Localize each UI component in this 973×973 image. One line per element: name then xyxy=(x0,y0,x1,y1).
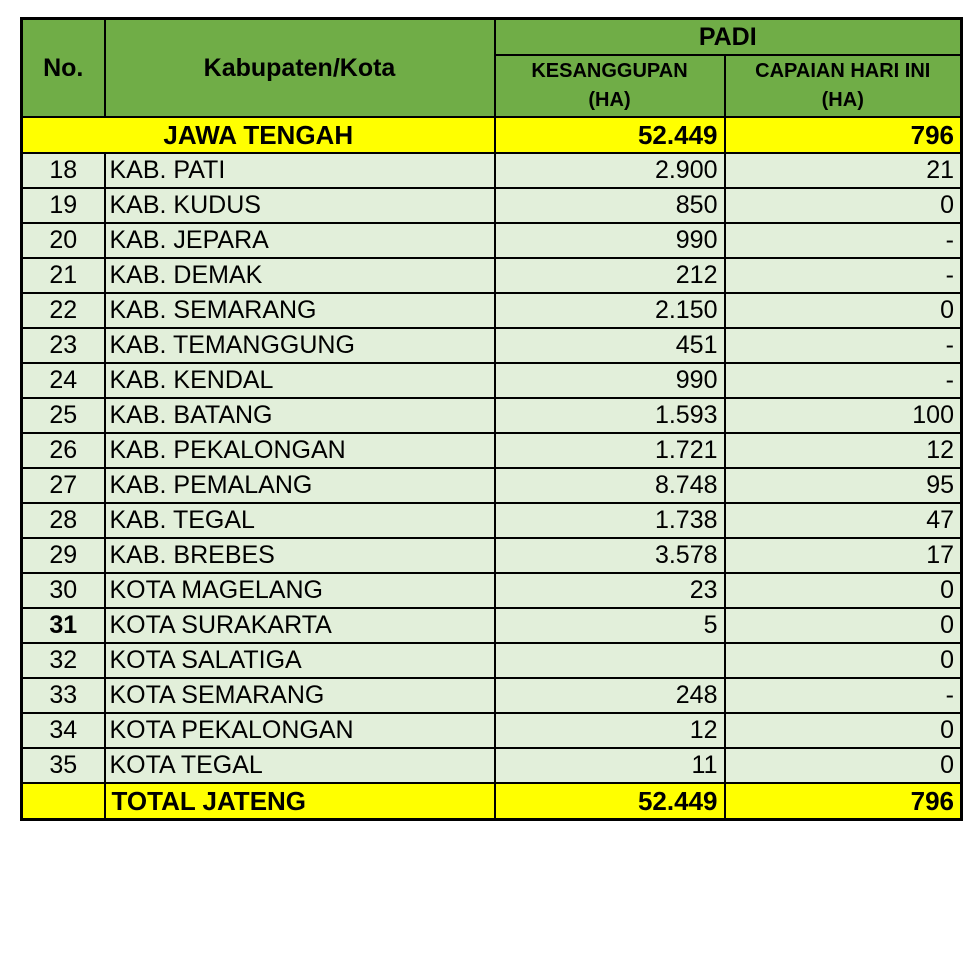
row-kesanggupan: 2.900 xyxy=(495,153,725,188)
row-no: 20 xyxy=(22,223,105,258)
row-kesanggupan: 11 xyxy=(495,748,725,783)
row-capaian: 47 xyxy=(725,503,962,538)
row-capaian: 21 xyxy=(725,153,962,188)
row-capaian: 0 xyxy=(725,713,962,748)
table-row xyxy=(22,678,962,713)
row-name: KAB. PEMALANG xyxy=(105,468,495,503)
header-kesanggupan-line2: (HA) xyxy=(588,89,631,111)
header-kesanggupan xyxy=(495,55,725,117)
row-no: 31 xyxy=(22,608,105,643)
header-kabupaten-kota: Kabupaten/Kota xyxy=(105,19,495,118)
padi-table xyxy=(20,17,963,821)
row-name: KAB. JEPARA xyxy=(105,223,495,258)
row-no: 28 xyxy=(22,503,105,538)
table-row xyxy=(22,433,962,468)
table-row xyxy=(22,643,962,678)
row-no: 33 xyxy=(22,678,105,713)
row-capaian: 95 xyxy=(725,468,962,503)
province-capaian: 796 xyxy=(725,117,962,153)
row-kesanggupan: 1.721 xyxy=(495,433,725,468)
row-name: KOTA PEKALONGAN xyxy=(105,713,495,748)
row-name: KAB. DEMAK xyxy=(105,258,495,293)
row-kesanggupan: 1.593 xyxy=(495,398,725,433)
table-row xyxy=(22,223,962,258)
row-no: 30 xyxy=(22,573,105,608)
row-kesanggupan: 990 xyxy=(495,363,725,398)
row-name: KAB. PEKALONGAN xyxy=(105,433,495,468)
row-name: KAB. KUDUS xyxy=(105,188,495,223)
row-capaian: 0 xyxy=(725,188,962,223)
row-no: 32 xyxy=(22,643,105,678)
row-capaian: 0 xyxy=(725,643,962,678)
row-capaian: 12 xyxy=(725,433,962,468)
row-name: KAB. KENDAL xyxy=(105,363,495,398)
table-row xyxy=(22,188,962,223)
row-name: KAB. TEGAL xyxy=(105,503,495,538)
header-padi-group: PADI xyxy=(495,19,962,56)
table-row xyxy=(22,363,962,398)
header-kesanggupan-line1: KESANGGUPAN xyxy=(531,60,688,82)
table-row xyxy=(22,573,962,608)
province-row xyxy=(22,117,962,153)
table-row xyxy=(22,293,962,328)
row-name: KOTA TEGAL xyxy=(105,748,495,783)
row-name: KAB. SEMARANG xyxy=(105,293,495,328)
row-name: KAB. BREBES xyxy=(105,538,495,573)
row-kesanggupan: 451 xyxy=(495,328,725,363)
row-kesanggupan: 212 xyxy=(495,258,725,293)
row-name: KAB. BATANG xyxy=(105,398,495,433)
row-no: 26 xyxy=(22,433,105,468)
header-capaian-line2: (HA) xyxy=(821,89,864,111)
row-kesanggupan: 8.748 xyxy=(495,468,725,503)
row-capaian: - xyxy=(725,363,962,398)
table-row xyxy=(22,608,962,643)
total-row xyxy=(22,783,962,820)
row-name: KOTA MAGELANG xyxy=(105,573,495,608)
table-row xyxy=(22,398,962,433)
row-no: 25 xyxy=(22,398,105,433)
row-no: 27 xyxy=(22,468,105,503)
row-capaian: 17 xyxy=(725,538,962,573)
row-name: KAB. PATI xyxy=(105,153,495,188)
table-row xyxy=(22,538,962,573)
header-capaian-line1: CAPAIAN HARI INI xyxy=(755,60,931,82)
row-no: 24 xyxy=(22,363,105,398)
header-capaian xyxy=(725,55,962,117)
row-kesanggupan: 23 xyxy=(495,573,725,608)
total-name: TOTAL JATENG xyxy=(105,783,495,820)
row-capaian: - xyxy=(725,223,962,258)
row-capaian: - xyxy=(725,328,962,363)
table-row xyxy=(22,748,962,783)
total-capaian: 796 xyxy=(725,783,962,820)
row-kesanggupan: 3.578 xyxy=(495,538,725,573)
row-name: KOTA SALATIGA xyxy=(105,643,495,678)
province-name: JAWA TENGAH xyxy=(22,117,495,153)
row-name: KAB. TEMANGGUNG xyxy=(105,328,495,363)
row-kesanggupan: 850 xyxy=(495,188,725,223)
row-capaian: 0 xyxy=(725,608,962,643)
row-kesanggupan: 5 xyxy=(495,608,725,643)
total-no-cell xyxy=(22,783,105,820)
row-kesanggupan: 12 xyxy=(495,713,725,748)
row-no: 21 xyxy=(22,258,105,293)
row-kesanggupan: 2.150 xyxy=(495,293,725,328)
row-no: 19 xyxy=(22,188,105,223)
row-name: KOTA SEMARANG xyxy=(105,678,495,713)
table-row xyxy=(22,713,962,748)
row-capaian: 0 xyxy=(725,573,962,608)
row-kesanggupan xyxy=(495,643,725,678)
row-no: 34 xyxy=(22,713,105,748)
row-no: 29 xyxy=(22,538,105,573)
province-kesanggupan: 52.449 xyxy=(495,117,725,153)
row-kesanggupan: 990 xyxy=(495,223,725,258)
row-capaian: 0 xyxy=(725,293,962,328)
table-row xyxy=(22,503,962,538)
row-no: 23 xyxy=(22,328,105,363)
row-capaian: - xyxy=(725,258,962,293)
header-no: No. xyxy=(22,19,105,118)
row-capaian: 100 xyxy=(725,398,962,433)
row-no: 18 xyxy=(22,153,105,188)
row-kesanggupan: 248 xyxy=(495,678,725,713)
table-row xyxy=(22,153,962,188)
row-capaian: - xyxy=(725,678,962,713)
row-no: 22 xyxy=(22,293,105,328)
row-kesanggupan: 1.738 xyxy=(495,503,725,538)
row-no: 35 xyxy=(22,748,105,783)
total-kesanggupan: 52.449 xyxy=(495,783,725,820)
table-row xyxy=(22,468,962,503)
row-capaian: 0 xyxy=(725,748,962,783)
row-name: KOTA SURAKARTA xyxy=(105,608,495,643)
table-row xyxy=(22,258,962,293)
table-row xyxy=(22,328,962,363)
